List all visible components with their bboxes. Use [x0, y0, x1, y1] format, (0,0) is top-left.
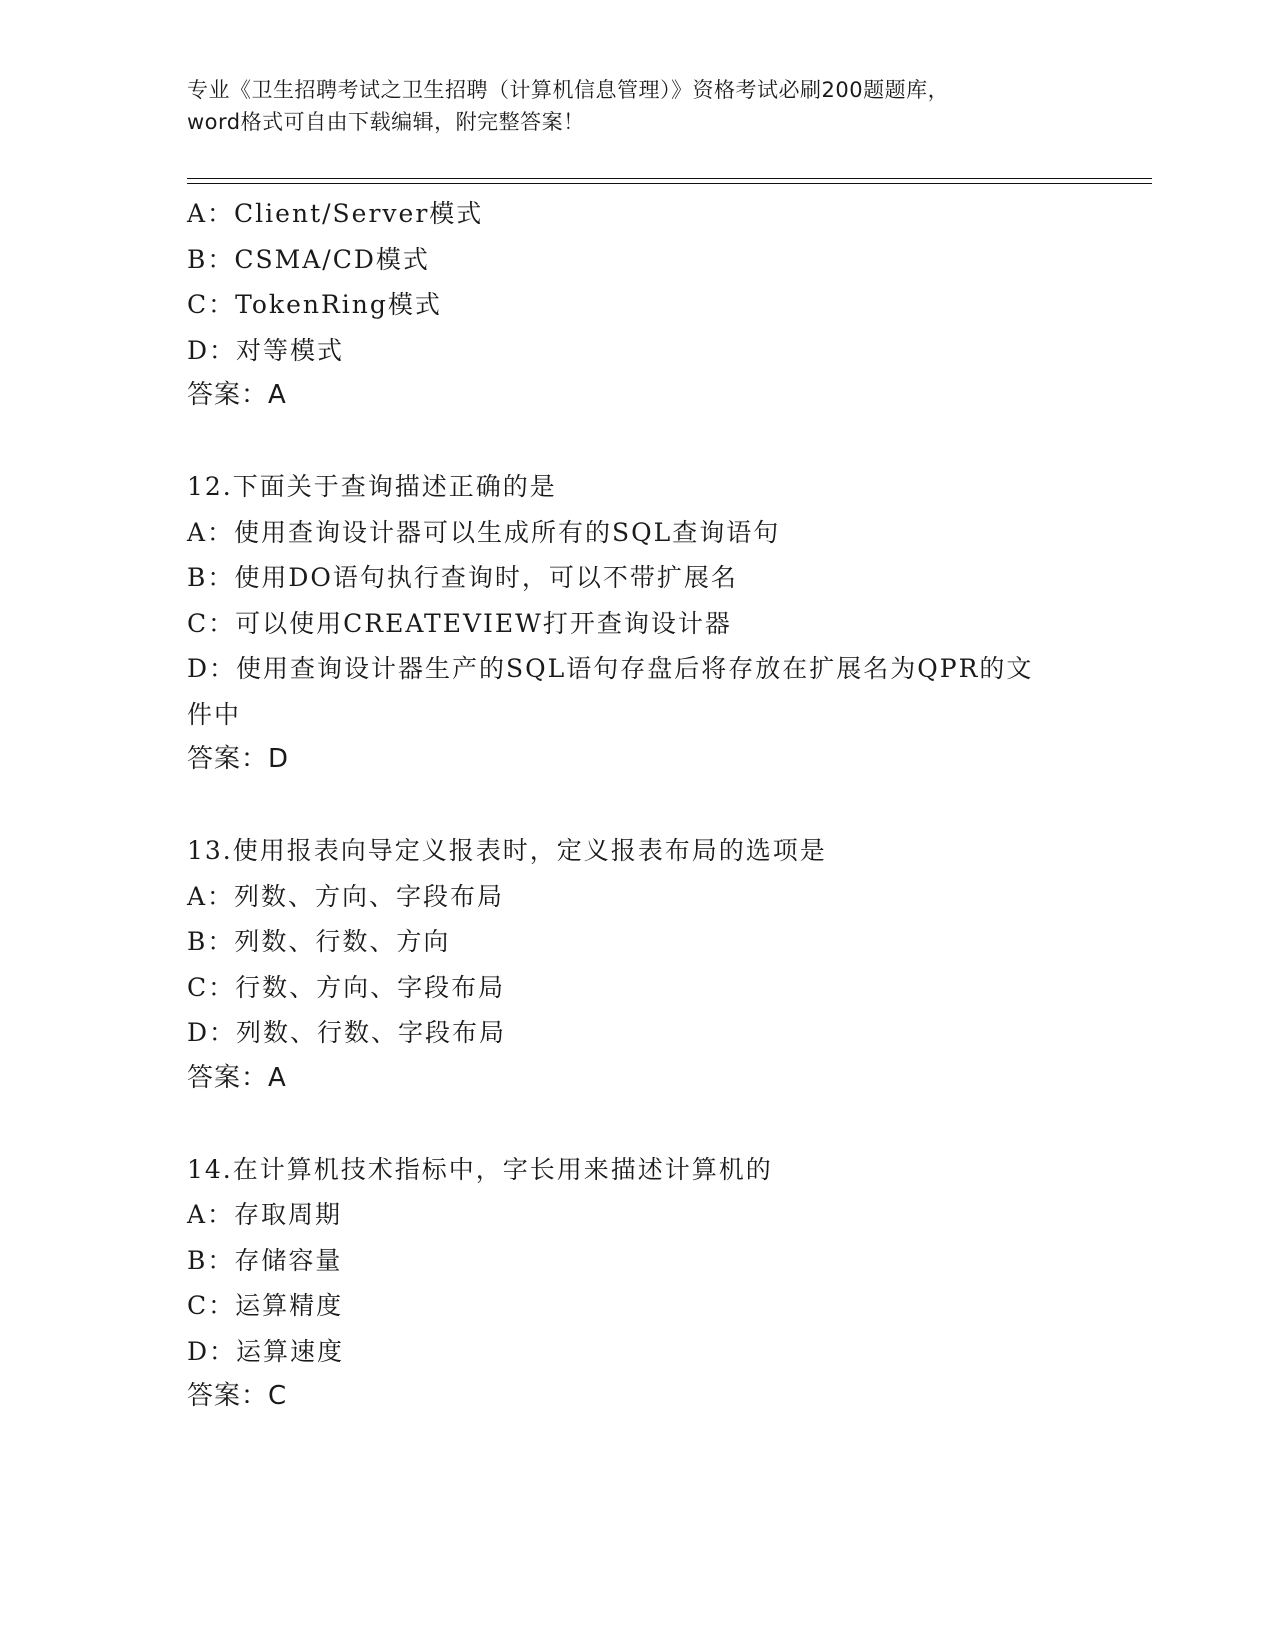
option-d: D：列数、行数、字段布局 [187, 1018, 507, 1047]
question-block-13 [187, 828, 1087, 1101]
question-block-11 [187, 191, 1087, 419]
option-c: C：TokenRing模式 [187, 290, 442, 319]
option-c: C：行数、方向、字段布局 [187, 972, 506, 1002]
option-d-continued: 件中 [187, 699, 242, 729]
question-list [187, 191, 1087, 1420]
question-text: 13.使用报表向导定义报表时，定义报表布局的选项是 [187, 836, 827, 865]
option-b: B：列数、行数、方向 [187, 927, 451, 956]
header-divider-top [187, 178, 1152, 179]
option-c: C：运算精度 [187, 1291, 344, 1320]
header-title-line2: word格式可自由下载编辑，附完整答案！ [187, 110, 585, 134]
option-d: D：运算速度 [187, 1336, 345, 1366]
option-d: D：使用查询设计器生产的SQL语句存盘后将存放在扩展名为QPR的文 [187, 654, 1034, 683]
answer-line: 答案：C [187, 1381, 288, 1411]
question-block-14 [187, 1147, 1087, 1420]
option-a: A：Client/Server模式 [187, 199, 484, 228]
option-a: A：列数、方向、字段布局 [187, 881, 505, 911]
question-spacer [187, 1101, 1087, 1147]
question-spacer [187, 783, 1087, 829]
question-block-12 [187, 464, 1087, 783]
answer-line: 答案：D [187, 744, 290, 774]
option-b: B：使用DO语句执行查询时，可以不带扩展名 [187, 563, 738, 592]
answer-line: 答案：A [187, 380, 287, 410]
document-header [187, 74, 1087, 138]
question-text: 14.在计算机技术指标中，字长用来描述计算机的 [187, 1154, 773, 1184]
option-b: B：存储容量 [187, 1245, 343, 1275]
question-text: 12.下面关于查询描述正确的是 [187, 472, 557, 501]
option-d: D：对等模式 [187, 335, 345, 365]
option-a: A：使用查询设计器可以生成所有的SQL查询语句 [187, 517, 781, 547]
header-title-line1: 专业《卫生招聘考试之卫生招聘（计算机信息管理）》资格考试必刷200题题库， [187, 78, 950, 102]
answer-line: 答案：A [187, 1062, 287, 1093]
question-spacer [187, 419, 1087, 465]
header-divider-bottom [187, 183, 1152, 184]
option-c: C：可以使用CREATEVIEW打开查询设计器 [187, 608, 732, 638]
option-a: A：存取周期 [187, 1200, 343, 1229]
option-b: B：CSMA/CD模式 [187, 244, 430, 274]
